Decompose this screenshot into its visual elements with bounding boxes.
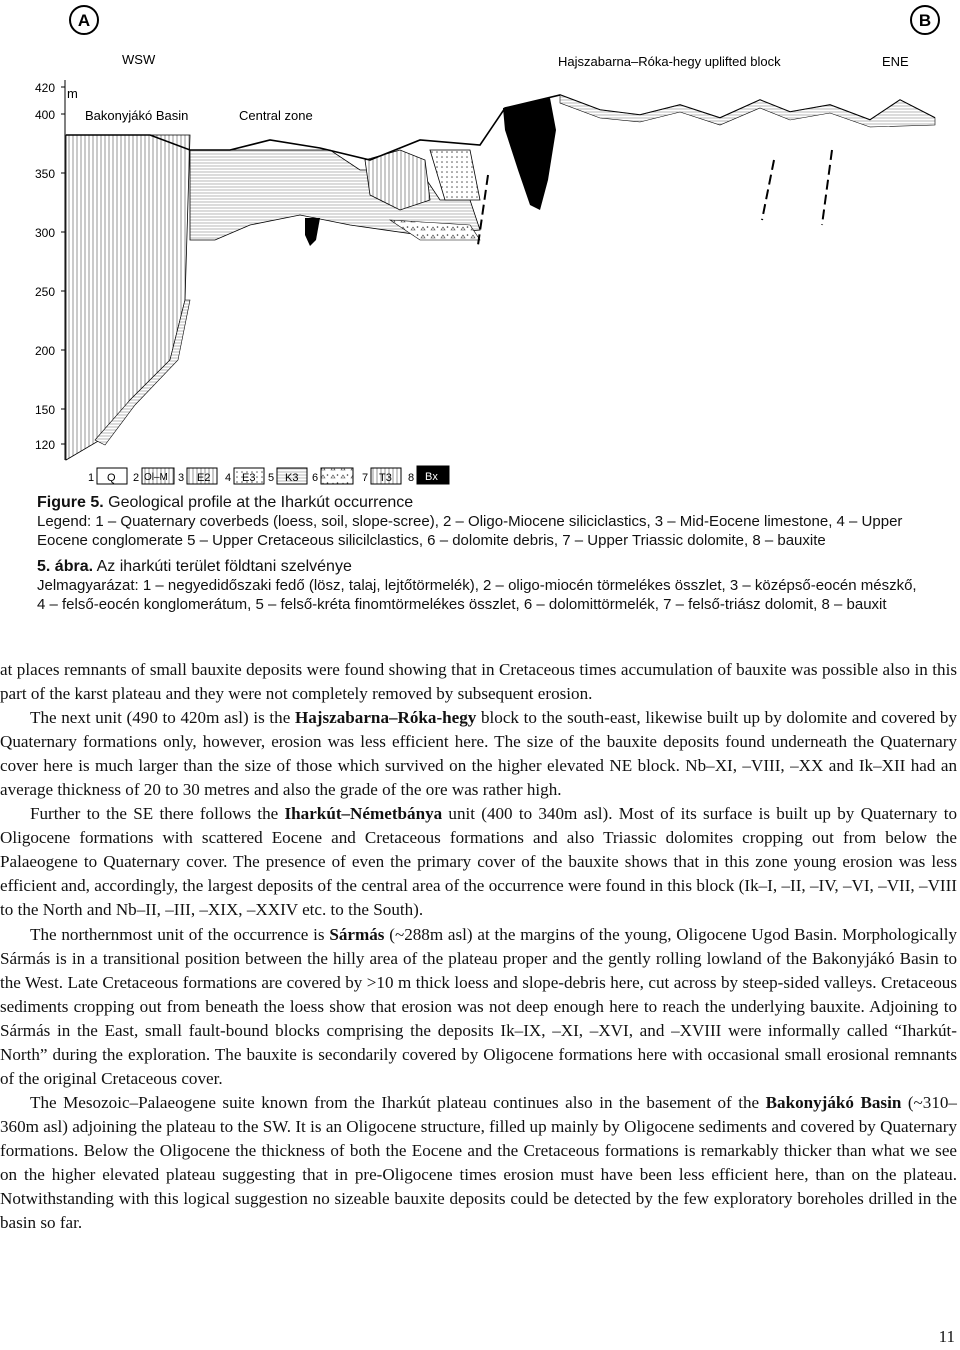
paragraph-4-term: Sármás [329,924,385,944]
page-number: 11 [938,1327,955,1346]
basin-label: Bakonyjákó Basin [85,108,189,123]
direction-ene: ENE [882,54,909,69]
legend-code-5: K3 [285,472,299,484]
direction-wsw: WSW [122,52,156,67]
legend-item-8 [408,466,449,484]
legend-code-3: E2 [197,472,211,484]
paragraph-5-text-c: (~310–360m asl) adjoining the plateau to the SW. It is an Oligocene structure, filled up mainly by Oligocene sediments and covered by Quaternary formations. Below the Oligocene the thickness of both the Eocene and the Cretaceous formations is remarkably thicker than what we see on the higher elevated plateau suggesting that in pre-Oligocene times erosion must have been less efficient here, than on the plateau. Notwithstanding with this logical suggestion no sizeable bauxite deposits could be detected by the few exploratory boreholes drilled in the basin so far. [0,1092,957,1233]
geological-profile-figure [0,0,960,490]
paragraph-4 [0,923,957,1091]
uplifted-cover [560,95,935,127]
legend-num-5: 5 [268,472,275,484]
paragraph-4-text-c: (~288m asl) at the margins of the young, Oligocene Ugod Basin. Morphologically Sármás is in a transitional position between the hilly area of the plateau proper and the gently rolling lowland of the Bakonyjákó Basin to the West. Late Cretaceous formations are covered by >10 m thick loess and slope-debris here, cut across by steep-sided valleys. Cretaceous sediments cropping out from beneath the loess show that erosion was not deep enough here to reach the underlying bauxite. Adjoining to Sármás in the East, small fault-bound blocks comprising the deposits Ik–IX, –XI, –XVI, and –XVIII were informally called “Iharkút-North” during the exploration. The bauxite is secondarily covered by Oligocene formations here with occasional small erosional remnants of the original Cretaceous cover. [0,924,958,1088]
corner-marker-a [70,6,98,34]
y-tick-150: 150 [35,403,56,417]
legend-item-7 [362,468,401,484]
y-tick-200: 200 [35,344,56,358]
legend-code-4: E3 [242,472,256,484]
paragraph-3 [0,802,957,922]
surface-line [66,95,935,160]
caption-legend-hu: Jelmagyarázat: 1 – negyedidőszaki fedő (lösz, talaj, lejtőtörmelék), 2 – oligo-miocén törmelékes összlet, 3 – középső-eocén mészkő, 4 – felső-eocén konglomerátum, 5 – felső-kréta finomtörmelékes összlet, 6 – dolomittörmelék, 7 – felső-triász dolomit, 8 – bauxit [37,577,917,613]
caption-hu-title-text: Az iharkúti terület földtani szelvénye [93,558,352,575]
legend-num-4: 4 [225,472,232,484]
unit-label: m [67,86,78,101]
paragraph-2-text-c: block to the south-east, likewise built up by dolomite and covered by Quaternary formations only, however, erosion was less efficient here. The size of the bauxite deposits found underneath the Quaternary cover here is much larger than the size of those which survived on the higher elevated NE block. Nb–XI, –VIII, –XX and Ik–XII had an average thickness of 20 to 30 metres and also the grade of the ore was rather high. [0,708,958,800]
legend-num-3: 3 [178,472,185,484]
central-zone-label: Central zone [239,108,313,123]
caption-figure-label: Figure 5. [37,494,104,511]
paragraph-5 [0,1091,957,1235]
legend-item-3 [178,468,217,484]
paragraph-3-text-c: unit (400 to 340m asl). Most of its surface is built up by Quaternary to Oligocene formations with scattered Eocene and Cretaceous formations and also Triassic dolomites cropping out from below the Palaeogene to Quaternary cover. The presence of even the primary cover of the bauxite shows that in this zone young erosion was less efficient and, accordingly, the largest deposits of the central area of the occurrence were found in this block (Ik–I, –II, –IV, –VI, –VII, –VIII to the North and Nb–II, –III, –XIX, –XXIV etc. to the South). [0,804,957,920]
y-tick-120: 120 [35,438,56,452]
legend-num-8: 8 [408,472,415,484]
legend-item-4 [225,468,264,484]
paragraph-2 [0,706,957,802]
paragraph-3-term: Iharkút–Németbánya [284,804,443,824]
y-axis [35,80,65,460]
legend-code-7: T3 [379,472,392,484]
paragraph-2-text-a: The next unit (490 to 420m asl) is the [30,708,295,728]
paragraph-4-text-a: The northernmost unit of the occurrence is [30,924,330,944]
figure-caption [37,493,927,614]
block-label: Hajszabarna–Róka-hegy uplifted block [558,54,781,69]
legend-num-6: 6 [312,472,319,484]
figure-legend [88,466,449,484]
y-tick-300: 300 [35,226,56,240]
caption-title-en [37,493,927,512]
y-tick-350: 350 [35,167,56,181]
y-tick-250: 250 [35,285,56,299]
caption-title-hu [37,557,927,576]
central-oligocene-block [430,150,480,200]
caption-title-text: Geological profile at the Iharkút occurrence [103,494,414,511]
bauxite-large [503,98,556,210]
legend-item-6 [312,468,353,484]
legend-item-2 [133,468,174,484]
legend-code-2: Ol–M [144,472,168,483]
legend-item-5 [268,468,307,484]
corner-marker-b [911,6,939,34]
y-tick-420: 420 [35,81,56,95]
profile-drawing [66,95,935,460]
fault-3 [822,150,832,225]
fault-1 [478,175,488,245]
fault-2 [762,160,774,220]
legend-item-1 [88,468,127,484]
legend-num-1: 1 [88,472,95,484]
paragraph-1: at places remnants of small bauxite deposits were found showing that in Cretaceous times accumulation of bauxite was possible also in this part of the karst plateau and they were not completely removed by subsequent erosion. [0,660,957,704]
caption-legend-en: Legend: 1 – Quaternary coverbeds (loess, soil, slope-scree), 2 – Oligo-Miocene siliciclastics, 3 – Mid-Eocene limestone, 4 – Upper Eocene conglomerate 5 – Upper Cretaceous silicilclastics, 6 – dolomite debris, 7 – Upper Triassic dolomite, 8 – bauxite [37,513,903,549]
legend-num-7: 7 [362,472,369,484]
caption-hu-label: 5. ábra. [37,558,94,575]
corner-label-a: A [77,11,91,30]
bauxite-small [305,218,320,246]
paragraph-5-term: Bakonyjákó Basin [765,1092,902,1112]
corner-label-b: B [918,11,932,30]
paragraph-2-term: Hajszabarna–Róka-hegy [294,708,477,728]
y-tick-400: 400 [35,108,56,122]
body-text [0,658,957,1235]
legend-num-2: 2 [133,472,140,484]
paragraph-3-text-a: Further to the SE there follows the [30,804,285,824]
legend-code-1: Q [107,472,116,484]
legend-code-8: Bx [425,471,438,483]
paragraph-5-text-a: The Mesozoic–Palaeogene suite known from the Iharkút plateau continues also in the basement of the [30,1092,766,1112]
